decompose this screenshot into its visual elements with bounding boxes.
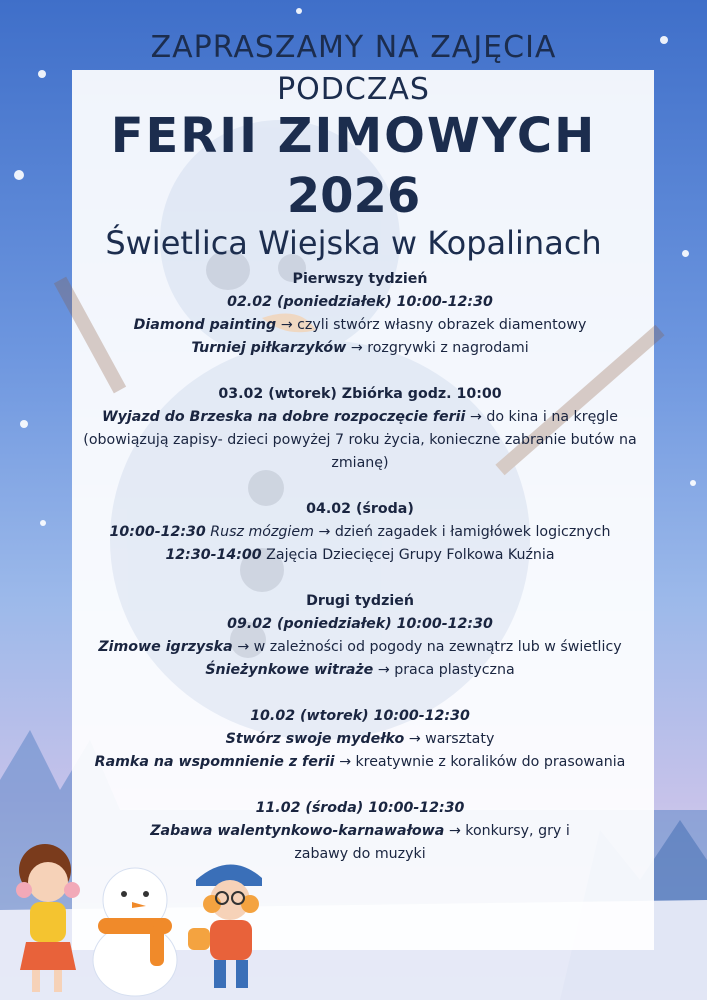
children-illustration: [0, 830, 300, 1000]
arrow-icon: →: [408, 731, 421, 747]
week2-title: Drugi tydzień: [306, 593, 414, 609]
week2-day1-date: 09.02 (poniedziałek) 10:00-12:30: [227, 616, 493, 632]
activity-desc: praca plastyczna: [389, 662, 515, 678]
activity-desc: dzień zagadek i łamigłówek logicznych: [330, 524, 611, 540]
activity-time: 12:30-14:00: [165, 547, 262, 563]
activity-name: Zabawa walentynkowo-karnawałowa: [150, 823, 445, 839]
arrow-icon: →: [339, 754, 351, 770]
schedule: [60, 268, 660, 866]
activity-desc: kreatywnie z koralików do prasowania: [350, 754, 626, 770]
activity-desc: Zajęcia Dziecięcej Grupy Folkowa Kuźnia: [261, 547, 555, 563]
activity-desc: konkursy, gry i zabawy do muzyki: [294, 823, 570, 862]
week1-day2-date: 03.02 (wtorek) Zbiórka godz. 10:00: [218, 386, 502, 402]
arrow-icon: →: [469, 409, 482, 425]
activity-desc: czyli stwórz własny obrazek diamentowy: [292, 317, 587, 333]
schedule-item: [60, 337, 660, 360]
schedule-item: [60, 314, 660, 337]
title-main: FERII ZIMOWYCH: [110, 108, 597, 164]
activity-name: Wyjazd do Brzeska na dobre rozpoczęcie ferii: [102, 409, 466, 425]
week1-title: Pierwszy tydzień: [292, 271, 428, 287]
activity-note: (obowiązują zapisy- dzieci powyżej 7 roku życia, konieczne zabranie butów na zmianę): [83, 432, 637, 471]
arrow-icon: →: [280, 317, 293, 333]
schedule-item: [60, 636, 660, 659]
activity-name: Diamond painting: [133, 317, 277, 333]
schedule-item: [60, 521, 660, 544]
activity-desc: do kina i na kręgle: [481, 409, 618, 425]
activity-desc: rozgrywki z nagrodami: [362, 340, 529, 356]
activity-desc: w zależności od pogody na zewnątrz lub w świetlicy: [249, 639, 622, 655]
schedule-item: [60, 751, 660, 774]
title-line-2: PODCZAS: [277, 72, 430, 107]
title-year: 2026: [286, 168, 421, 224]
activity-desc: warsztaty: [420, 731, 495, 747]
arrow-icon: →: [377, 662, 390, 678]
week1-day1-date: 02.02 (poniedziałek) 10:00-12:30: [227, 294, 493, 310]
venue-name: Świetlica Wiejska w Kopalinach: [105, 224, 602, 262]
arrow-icon: →: [318, 524, 331, 540]
activity-name: Rusz mózgiem: [205, 524, 314, 540]
schedule-item: [60, 659, 660, 682]
activity-time: 10:00-12:30: [109, 524, 206, 540]
activity-name: Ramka na wspomnienie z ferii: [94, 754, 335, 770]
week2-day2-date: 10.02 (wtorek) 10:00-12:30: [250, 708, 470, 724]
week2-day3-date: 11.02 (środa) 10:00-12:30: [255, 800, 465, 816]
schedule-item: [60, 728, 660, 751]
activity-name: Śnieżynkowe witraże: [205, 662, 374, 678]
week1-day3-date: 04.02 (środa): [306, 501, 414, 517]
schedule-item: [60, 544, 660, 567]
arrow-icon: →: [350, 340, 363, 356]
arrow-icon: →: [237, 639, 250, 655]
activity-name: Turniej piłkarzyków: [191, 340, 347, 356]
activity-name: Zimowe igrzyska: [98, 639, 233, 655]
activity-name: Stwórz swoje mydełko: [225, 731, 405, 747]
title-line-1: ZAPRASZAMY NA ZAJĘCIA: [150, 30, 557, 65]
arrow-icon: →: [448, 823, 461, 839]
schedule-item: [60, 406, 660, 429]
